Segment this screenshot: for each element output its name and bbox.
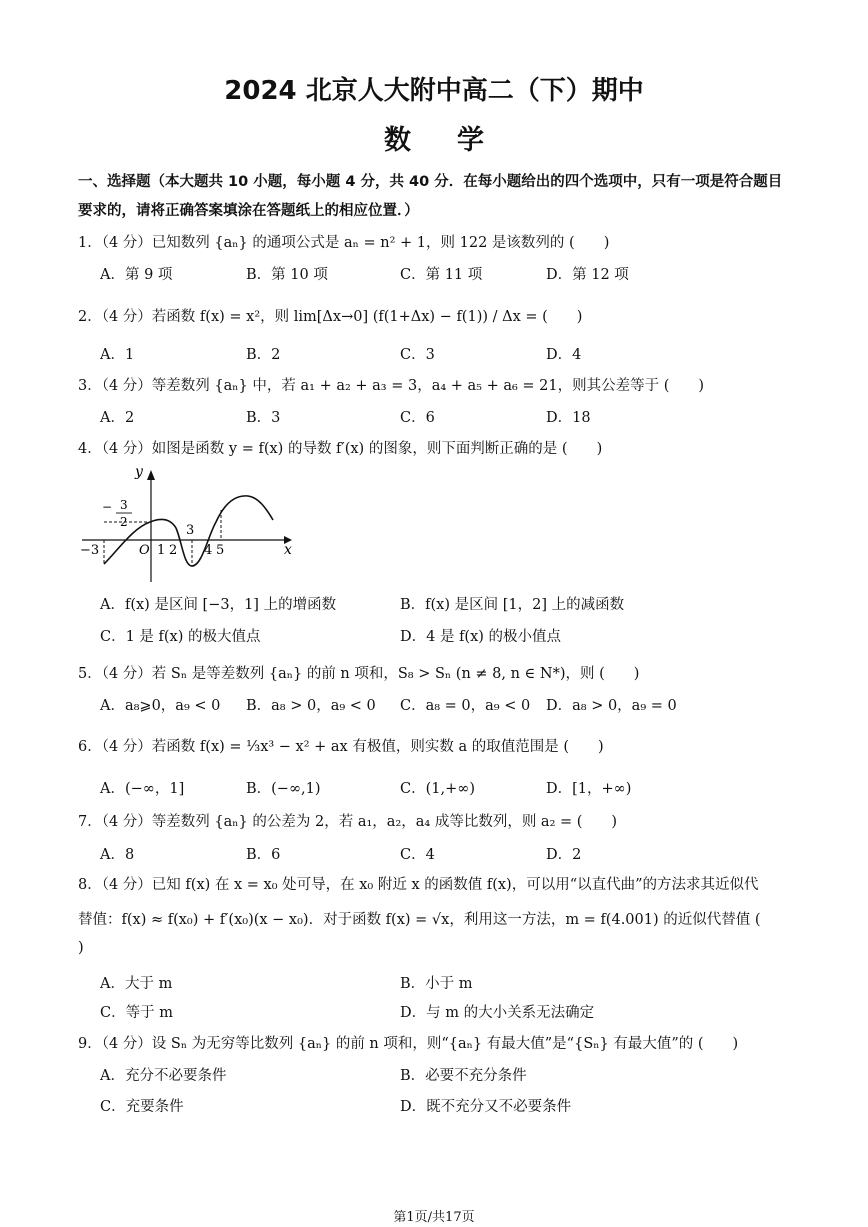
q5-option-d: D．a₈ > 0，a₉ = 0 bbox=[546, 698, 677, 714]
derivative-graph-figure bbox=[78, 462, 298, 587]
question-8-stem-line-1: 8．（4 分）已知 f(x) 在 x = x₀ 处可导，在 x₀ 附近 x 的函数值 f(x)，可以用“以直代曲”的方法求其近似代 bbox=[78, 877, 759, 893]
q7-option-b: B．6 bbox=[246, 847, 281, 863]
q3-option-a: A．2 bbox=[100, 410, 135, 426]
q4-option-d: D．4 是 f(x) 的极小值点 bbox=[400, 629, 562, 645]
q7-option-d: D．2 bbox=[546, 847, 582, 863]
fraction-denominator: 2 bbox=[120, 515, 128, 529]
q9-option-a: A．充分不必要条件 bbox=[100, 1068, 227, 1084]
q2-option-a: A．1 bbox=[100, 347, 135, 363]
question-4-stem: 4．（4 分）如图是函数 y = f(x) 的导数 f′(x) 的图象，则下面判断正确的是 ( ) bbox=[78, 441, 603, 457]
q4-option-b: B．f(x) 是区间 [1，2] 上的减函数 bbox=[400, 597, 625, 613]
q2-option-d: D．4 bbox=[546, 347, 582, 363]
q7-option-c: C．4 bbox=[400, 847, 435, 863]
q6-option-b: B．(−∞,1) bbox=[246, 781, 321, 797]
q2-option-b: B．2 bbox=[246, 347, 281, 363]
question-9-stem: 9．（4 分）设 Sₙ 为无穷等比数列 {aₙ} 的前 n 项和，则“{aₙ} 有最大值”是“{Sₙ} 有最大值”的 ( ) bbox=[78, 1036, 739, 1052]
tick-label-neg3: −3 bbox=[80, 543, 100, 558]
question-7-stem: 7．（4 分）等差数列 {aₙ} 的公差为 2，若 a₁，a₂，a₄ 成等比数列，则 a₂ = ( ) bbox=[78, 814, 618, 830]
fraction-sign: − bbox=[102, 500, 113, 514]
q2-option-c: C．3 bbox=[400, 347, 435, 363]
tick-label-4: 4 bbox=[204, 543, 213, 558]
q3-option-b: B．3 bbox=[246, 410, 281, 426]
fraction-numerator: 3 bbox=[120, 498, 128, 512]
q3-option-c: C．6 bbox=[400, 410, 435, 426]
q3-option-d: D．18 bbox=[546, 410, 591, 426]
q4-option-a: A．f(x) 是区间 [−3，1] 上的增函数 bbox=[100, 597, 337, 613]
q1-option-a: A．第 9 项 bbox=[100, 267, 173, 283]
q9-option-b: B．必要不充分条件 bbox=[400, 1068, 527, 1084]
q9-option-d: D．既不充分又不必要条件 bbox=[400, 1099, 572, 1115]
origin-label: O bbox=[139, 543, 150, 558]
q1-option-b: B．第 10 项 bbox=[246, 267, 328, 283]
y-axis-arrow-icon bbox=[147, 470, 155, 480]
page-footer: 第1页/共17页 bbox=[393, 1210, 475, 1225]
section-heading: 一、选择题（本大题共 10 小题，每小题 4 分，共 40 分．在每小题给出的四个选项中，只有一项是符合题目要求的，请将正确答案填涂在答题纸上的相应位置．） bbox=[78, 174, 783, 219]
q6-option-c: C．(1,+∞) bbox=[400, 781, 475, 797]
tick-label-3: 3 bbox=[186, 523, 195, 538]
q4-option-c: C．1 是 f(x) 的极大值点 bbox=[100, 629, 261, 645]
document-title: 2024 北京人大附中高二（下）期中 bbox=[224, 76, 644, 106]
q5-option-b: B．a₈ > 0，a₉ < 0 bbox=[246, 698, 376, 714]
question-1-stem: 1．（4 分）已知数列 {aₙ} 的通项公式是 aₙ = n² + 1，则 122 是该数列的 ( ) bbox=[78, 235, 610, 251]
q5-option-c: C．a₈ = 0，a₉ < 0 bbox=[400, 698, 531, 714]
question-8-stem-line-3: ) bbox=[78, 940, 84, 956]
x-axis-label: x bbox=[284, 542, 292, 558]
q1-option-d: D．第 12 项 bbox=[546, 267, 629, 283]
q8-option-a: A．大于 m bbox=[100, 976, 173, 992]
question-5-stem: 5．（4 分）若 Sₙ 是等差数列 {aₙ} 的前 n 项和，S₈ > Sₙ (n ≠ 8, n ∈ N*)，则 ( ) bbox=[78, 666, 640, 682]
question-6-stem: 6．（4 分）若函数 f(x) = ⅓x³ − x² + ax 有极值，则实数 a 的取值范围是 ( ) bbox=[78, 739, 604, 755]
q6-option-a: A．(−∞，1] bbox=[100, 781, 185, 797]
q9-option-c: C．充要条件 bbox=[100, 1099, 184, 1115]
y-axis-label: y bbox=[135, 464, 143, 480]
q1-option-c: C．第 11 项 bbox=[400, 267, 483, 283]
tick-label-2: 2 bbox=[169, 543, 178, 558]
question-2-stem: 2．（4 分）若函数 f(x) = x²，则 lim[Δx→0] (f(1+Δx) − f(1)) / Δx = ( ) bbox=[78, 309, 583, 325]
question-8-stem-line-2: 替值：f(x) ≈ f(x₀) + f′(x₀)(x − x₀)．对于函数 f(x) = √x，利用这一方法，m = f(4.001) 的近似代替值 ( bbox=[78, 912, 761, 928]
tick-label-5: 5 bbox=[216, 543, 225, 558]
tick-label-1: 1 bbox=[157, 543, 166, 558]
question-3-stem: 3．（4 分）等差数列 {aₙ} 中，若 a₁ + a₂ + a₃ = 3，a₄ + a₅ + a₆ = 21，则其公差等于 ( ) bbox=[78, 378, 705, 394]
q6-option-d: D．[1，+∞) bbox=[546, 781, 632, 797]
q5-option-a: A．a₈⩾0，a₉ < 0 bbox=[100, 698, 221, 714]
q7-option-a: A．8 bbox=[100, 847, 135, 863]
q8-option-c: C．等于 m bbox=[100, 1005, 173, 1021]
q8-option-b: B．小于 m bbox=[400, 976, 473, 992]
q8-option-d: D．与 m 的大小关系无法确定 bbox=[400, 1005, 595, 1021]
subject-title: 数学 bbox=[384, 125, 530, 156]
